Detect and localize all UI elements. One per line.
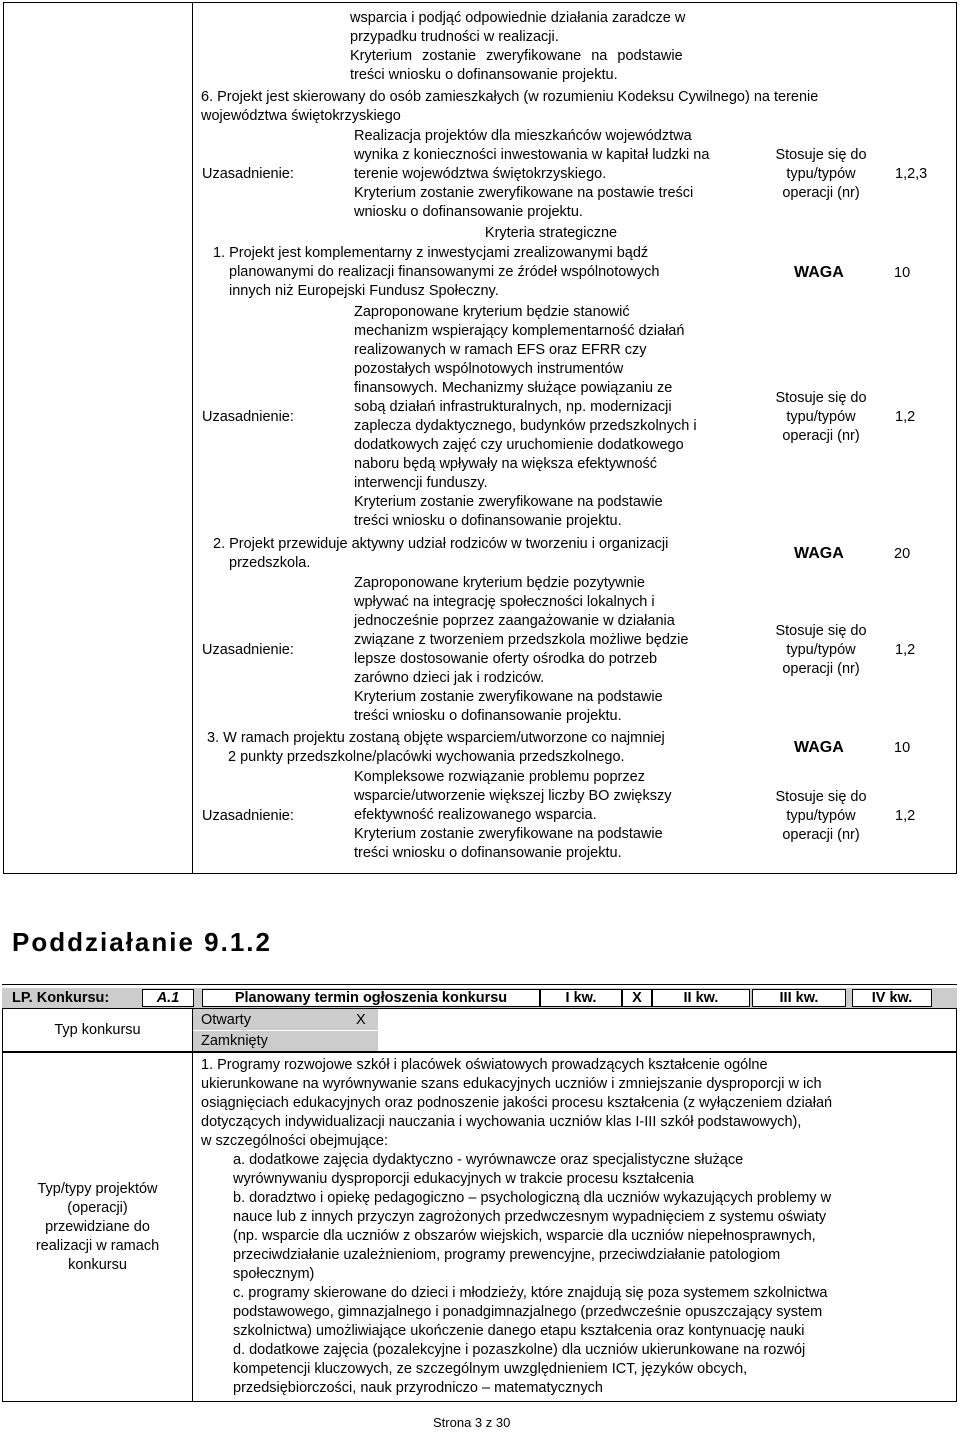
quarter-1-mark: X (622, 989, 652, 1007)
line: przypadku trudności w realizacji. (350, 29, 559, 45)
project-sub-item-c (233, 1284, 827, 1341)
line: operacji (nr) (782, 185, 860, 201)
line: 1. Projekt jest komplementarny z inwestycjami zrealizowanymi bądź (213, 245, 649, 261)
quarter-3: III kw. (752, 989, 846, 1007)
strategic-1-justification (354, 303, 697, 531)
lp-value: A.1 (142, 989, 194, 1007)
line: interwencji funduszy. (354, 475, 488, 491)
line: operacji (nr) (782, 661, 860, 677)
line: wpływać na integrację społeczności lokalnych i (354, 594, 655, 610)
project-sub-item-b (233, 1189, 831, 1284)
line: d. dodatkowe zajęcia (pozalekcyjne i pozaszkolne) dla uczniów ukierunkowane na rozwój (233, 1342, 806, 1358)
quarter-4: IV kw. (852, 989, 932, 1007)
line: Stosuje się do (775, 623, 867, 639)
strategic-1-waga-label: WAGA (794, 264, 844, 281)
criterion-6-applies (755, 146, 887, 203)
line: treści wniosku o dofinansowanie projektu. (354, 845, 622, 861)
line: a. dodatkowe zajęcia dydaktyczno - wyrównawcze oraz specjalistyczne służące (233, 1152, 744, 1168)
line: podstawowego, gimnazjalnego i ponadgimnazjalnego (przedwcześnie opuszczający system (233, 1304, 823, 1320)
line: naboru będą wpływały na większa efektywność (354, 456, 658, 472)
criterion-6-title (201, 88, 818, 126)
project-types-divider (192, 1052, 193, 1402)
strategic-3-label: Uzasadnienie: (202, 808, 294, 824)
criterion-6-justification (354, 127, 709, 222)
continuation-text (350, 9, 752, 85)
line: zaplecza dydaktycznego, budynków przedszkolnych i (354, 418, 697, 434)
line: operacji (nr) (782, 827, 860, 843)
line: typu/typów (786, 642, 856, 658)
strategic-2-label: Uzasadnienie: (202, 642, 294, 658)
project-types-intro (201, 1056, 832, 1151)
strategic-1-waga-value: 10 (894, 265, 911, 281)
line: treści wniosku o dofinansowanie projektu. (350, 67, 618, 83)
line: osiągnięciach edukacyjnych oraz podnoszenie jakości procesu kształcenia (z wyłączeniem działań (201, 1095, 833, 1111)
strategic-2-nr: 1,2 (895, 642, 916, 658)
line: b. doradztwo i opiekę pedagogiczno – psychologiczną dla uczniów wykazujących problemy w (233, 1190, 832, 1206)
line: finansowych. Mechanizmy służące powiązaniu ze (354, 380, 673, 396)
line: (np. wsparcie dla uczniów z obszarów wiejskich, wsparcie dla uczniów niepełnosprawnych, (233, 1228, 816, 1244)
line: treści wniosku o dofinansowanie projektu. (354, 708, 622, 724)
left-column-divider (192, 2, 193, 874)
line: mechanizm wspierający komplementarność działań (354, 323, 685, 339)
line: Kryterium zostanie zweryfikowane na podstawie (350, 48, 683, 64)
strategic-1-nr: 1,2 (895, 409, 916, 425)
open-option-mark: X (356, 1012, 366, 1028)
strategic-3-waga-value: 10 (894, 740, 911, 756)
line: przewidziane do (45, 1219, 150, 1235)
line: Kryterium zostanie zweryfikowane na postawie treści (354, 185, 694, 201)
strategic-1-title (213, 244, 659, 301)
line: Kryterium zostanie zweryfikowane na podstawie (354, 494, 663, 510)
line: Zaproponowane kryterium będzie stanowić (354, 304, 630, 320)
line: Typ/typy projektów (37, 1181, 158, 1197)
line: dodatkowych zajęć czy uruchomienie dodatkowego (354, 437, 684, 453)
line: typu/typów (786, 166, 856, 182)
line: wyrównywaniu dysproporcji edukacyjnych w trakcie procesu kształcenia (233, 1171, 694, 1187)
line: Stosuje się do (775, 147, 867, 163)
line: planowanymi do realizacji finansowanymi ze źródeł wspólnotowych (229, 264, 660, 280)
strategic-3-nr: 1,2 (895, 808, 916, 824)
line: operacji (nr) (782, 428, 860, 444)
line: Kompleksowe rozwiązanie problemu poprzez (354, 769, 645, 785)
line: społecznym) (233, 1266, 315, 1282)
line: szkolnictwa) umożliwiające ukończenie danego etapu kształcenia oraz kontynuację nauki (233, 1323, 805, 1339)
line: terenie województwa świętokrzyskiego. (354, 166, 607, 182)
line: c. programy skierowane do dzieci i młodzieży, które znajdują się poza systemem szkolnictwa (233, 1285, 828, 1301)
project-sub-item-a (233, 1151, 743, 1189)
line: 2 punkty przedszkolne/placówki wychowania przedszkolnego. (228, 749, 625, 765)
line: przedszkola. (229, 555, 311, 571)
line: Kryterium zostanie zweryfikowane na podstawie (354, 689, 663, 705)
line: (operacji) (67, 1200, 128, 1216)
strategic-1-applies (755, 389, 887, 446)
line: wniosku o dofinansowanie projektu. (354, 204, 583, 220)
line: województwa świętokrzyskiego (201, 108, 401, 124)
line: realizowanych w ramach EFS oraz EFRR czy (354, 342, 647, 358)
closed-option-label: Zamknięty (201, 1033, 268, 1049)
strategic-3-applies (755, 788, 887, 845)
line: efektywność realizowanego wsparcia. (354, 807, 597, 823)
line: w szczególności obejmujące: (201, 1133, 388, 1149)
line: lepsze dostosowanie oferty ośrodka do potrzeb (354, 651, 658, 667)
criterion-6-label: Uzasadnienie: (202, 166, 294, 182)
strategic-criteria-heading: Kryteria strategiczne (484, 225, 618, 241)
line: Kryterium zostanie zweryfikowane na podstawie (354, 826, 663, 842)
line: jednocześnie poprzez zaangażowanie w działania (354, 613, 675, 629)
line: 6. Projekt jest skierowany do osób zamieszkałych (w rozumieniu Kodeksu Cywilnego) na terenie (201, 89, 819, 105)
strategic-2-justification (354, 574, 688, 726)
open-option-label: Otwarty (201, 1012, 251, 1028)
line: sobą działań infrastrukturalnych, np. modernizacji (354, 399, 672, 415)
line: realizacji w ramach (35, 1238, 160, 1254)
competition-type-label: Typ konkursu (54, 1022, 141, 1038)
strategic-1-label: Uzasadnienie: (202, 409, 294, 425)
line: wsparcia i podjąć odpowiednie działania zaradcze w (350, 10, 686, 26)
line: dotyczących indywidualizacji nauczania i wychowania uczniów klas I-III szkół podstawowych), (201, 1114, 802, 1130)
quarter-2: II kw. (652, 989, 750, 1007)
strategic-2-waga-label: WAGA (794, 545, 844, 562)
line: pozostałych wspólnotowych instrumentów (354, 361, 624, 377)
line: 1. Programy rozwojowe szkół i placówek oświatowych prowadzących kształcenie ogólne (201, 1057, 768, 1073)
strategic-2-applies (755, 622, 887, 679)
line: typu/typów (786, 808, 856, 824)
strategic-3-waga-label: WAGA (794, 739, 844, 756)
line: związane z tworzeniem przedszkola możliwe będzie (354, 632, 689, 648)
page-number: Strona 3 z 30 (433, 1415, 511, 1430)
competition-table-top-line (2, 984, 957, 985)
project-types-label (3, 1180, 192, 1275)
strategic-2-title (213, 535, 668, 573)
planned-term-label: Planowany termin ogłoszenia konkursu (202, 989, 540, 1007)
line: konkursu (68, 1257, 127, 1273)
strategic-2-waga-value: 20 (894, 546, 911, 562)
strategic-3-title (207, 729, 665, 767)
line: kompetencji kluczowych, ze szczególnym uwzględnieniem ICT, języków obcych, (233, 1361, 748, 1377)
line: przedsiębiorczości, nauk przyrodniczo – matematycznych (233, 1380, 603, 1396)
section-heading: Poddziałanie 9.1.2 (12, 927, 272, 957)
lp-label: LP. Konkursu: (12, 990, 110, 1006)
line: zarówno dzieci jak i rodziców. (354, 670, 545, 686)
line: Stosuje się do (775, 390, 867, 406)
line: treści wniosku o dofinansowanie projektu. (354, 513, 622, 529)
line: nauce lub z innych przyczyn zagrożonych przedwczesnym wypadnięciem z systemu oświaty (233, 1209, 827, 1225)
criterion-6-nr: 1,2,3 (895, 166, 928, 182)
line: innych niż Europejski Fundusz Społeczny. (229, 283, 499, 299)
line: 3. W ramach projektu zostaną objęte wsparciem/utworzone co najmniej (207, 730, 665, 746)
line: przeciwdziałanie uzależnieniom, programy prewencyjne, przeciwdziałanie patologiom (233, 1247, 781, 1263)
strategic-3-justification (354, 768, 672, 863)
line: ukierunkowane na wyrównywanie szans edukacyjnych uczniów i zmniejszanie dysproporcji w ich (201, 1076, 822, 1092)
line: Realizacja projektów dla mieszkańców województwa (354, 128, 692, 144)
line: Zaproponowane kryterium będzie pozytywnie (354, 575, 645, 591)
line: wynika z konieczności inwestowania w kapitał ludzki na (354, 147, 710, 163)
line: wsparcie/utworzenie większej liczby BO zwiększy (354, 788, 672, 804)
quarter-1: I kw. (540, 989, 622, 1007)
project-sub-item-d (233, 1341, 805, 1398)
line: typu/typów (786, 409, 856, 425)
line: 2. Projekt przewiduje aktywny udział rodziców w tworzeniu i organizacji (213, 536, 669, 552)
line: Stosuje się do (775, 789, 867, 805)
